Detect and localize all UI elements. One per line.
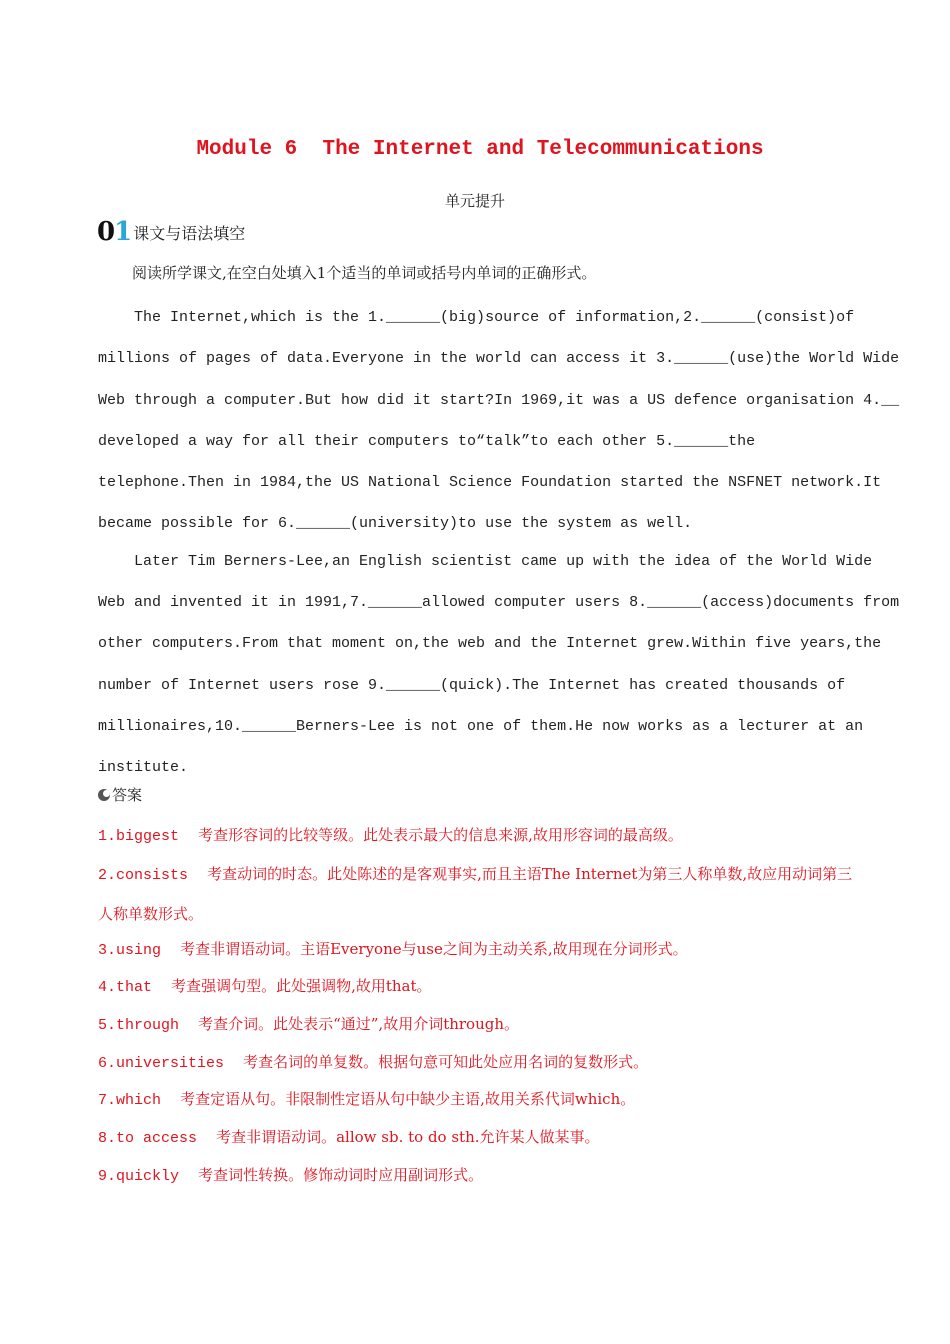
answer-item [98, 1159, 858, 1197]
passage-line: millionaires,10.______Berners-Lee is not one of them.He now works as a lecturer at an [98, 717, 864, 735]
passage-line: Later Tim Berners-Lee,an English scientist came up with the idea of the World Wide [98, 552, 873, 570]
answer-note: 考查介词。此处表示“通过”,故用介词through。 [198, 1015, 520, 1034]
answer-key: 7.which [98, 1092, 162, 1110]
answer-item [98, 933, 858, 971]
instruction-text: 阅读所学课文,在空白处填入1个适当的单词或括号内单词的正确形式。 [132, 264, 597, 282]
answer-item [98, 1046, 858, 1084]
answer-icon [98, 789, 110, 801]
passage-line: developed a way for all their computers to“talk”to each other 5.______the [98, 432, 756, 450]
passage-line: Web through a computer.But how did it start?In 1969,it was a US defence organisation 4.__ [98, 391, 900, 409]
answer-note: 考查强调句型。此处强调物,故用that。 [171, 977, 432, 996]
section-number: 01 [97, 217, 132, 247]
answer-list [98, 819, 858, 1197]
answer-key: 3.using [98, 941, 162, 959]
passage-line: millions of pages of data.Everyone in the world can access it 3.______(use)the World Wide [98, 350, 900, 368]
answer-item [98, 819, 858, 857]
answer-note: 考查形容词的比较等级。此处表示最大的信息来源,故用形容词的最高级。 [198, 826, 683, 844]
passage [98, 297, 900, 789]
page-title: Module 6 The Internet and Telecommunications [196, 138, 764, 161]
passage-line: The Internet,which is the 1.______(big)source of information,2.______(consist)of [98, 309, 855, 326]
answer-key: 6.universities [98, 1054, 225, 1072]
passage-line: other computers.From that moment on,the web and the Internet grew.Within five years,the [98, 635, 882, 653]
answer-item [98, 855, 858, 933]
answer-note: 考查动词的时态。此处陈述的是客观事实,而且主语The Internet为第三人称单数,故应用动词第三人称单数形式。 [98, 864, 853, 923]
answer-note: 考查定语从句。非限制性定语从句中缺少主语,故用关系代词which。 [180, 1090, 636, 1109]
section-title: 课文与语法填空 [133, 224, 246, 243]
passage-line: Web and invented it in 1991,7.______allowed computer users 8.______(access)documents from [98, 594, 900, 612]
page-subtitle: 单元提升 [444, 192, 505, 210]
passage-line: institute. [98, 759, 189, 777]
answer-heading [98, 784, 142, 805]
answer-item [98, 970, 858, 1008]
passage-line: became possible for 6.______(university)to use the system as well. [98, 515, 693, 533]
answer-label: 答案 [112, 786, 143, 804]
answer-key: 2.consists [98, 866, 189, 884]
answer-note: 考查名词的单复数。根据句意可知此处应用名词的复数形式。 [243, 1052, 649, 1071]
section-heading [97, 216, 245, 246]
answer-note: 考查非谓语动词。allow sb. to do sth.允许某人做某事。 [216, 1128, 600, 1147]
answer-key: 8.to access [98, 1130, 198, 1148]
answer-key: 1.biggest [98, 828, 180, 845]
answer-key: 4.that [98, 979, 153, 997]
answer-item [98, 1008, 858, 1046]
answer-item [98, 1121, 858, 1159]
answer-key: 9.quickly [98, 1167, 180, 1185]
answer-note: 考查非谓语动词。主语Everyone与use之间为主动关系,故用现在分词形式。 [180, 939, 688, 958]
answer-item [98, 1083, 858, 1121]
answer-note: 考查词性转换。修饰动词时应用副词形式。 [198, 1165, 484, 1184]
passage-line: telephone.Then in 1984,the US National Science Foundation started the NSFNET network.It [98, 474, 882, 492]
answer-key: 5.through [98, 1017, 180, 1035]
passage-line: number of Internet users rose 9.______(quick).The Internet has created thousands of [98, 676, 846, 694]
